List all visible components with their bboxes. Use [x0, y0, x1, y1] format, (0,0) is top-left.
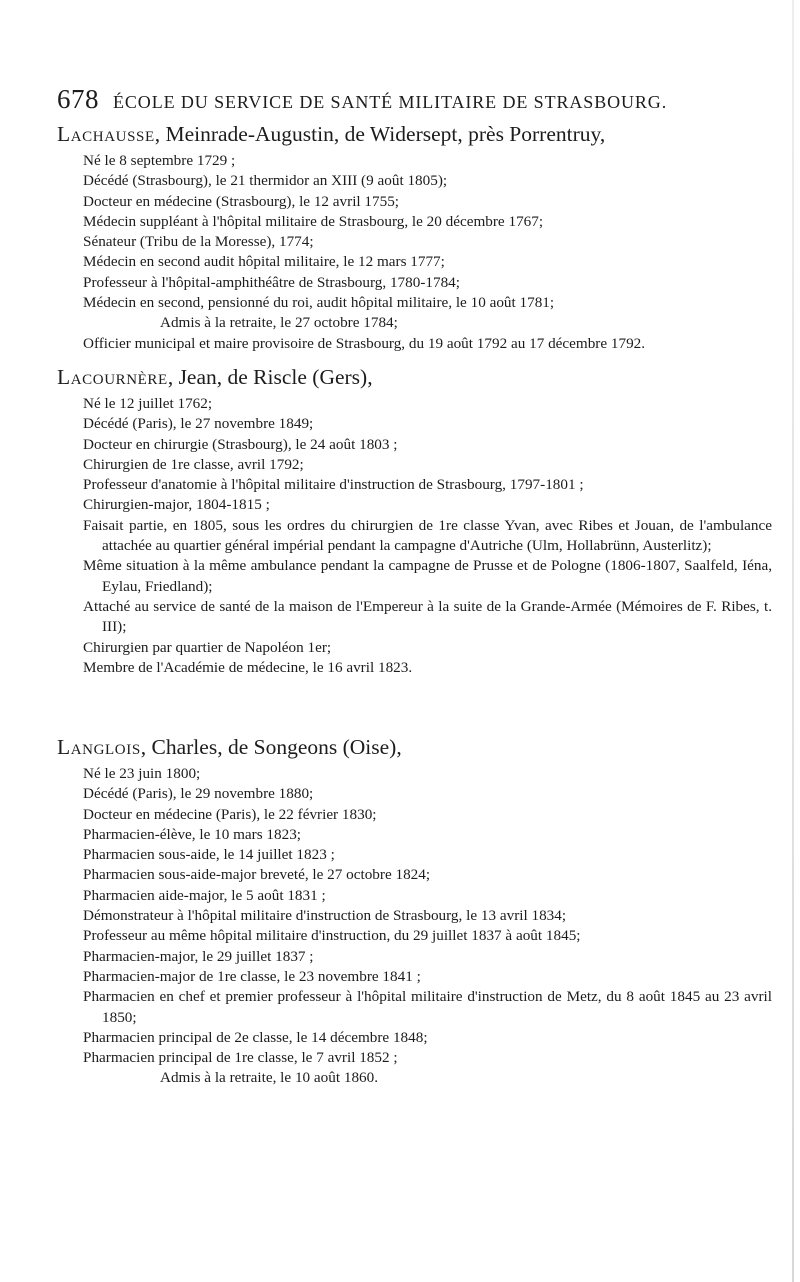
detail-line: Démonstrateur à l'hôpital militaire d'instruction de Strasbourg, le 13 avril 1834;	[83, 907, 567, 925]
page-header	[57, 84, 757, 115]
detail-line: Officier municipal et maire provisoire de Strasbourg, du 19 août 1792 au 17 décembre 1792.	[83, 334, 646, 352]
running-title: ÉCOLE DU SERVICE DE SANTÉ MILITAIRE DE STRASBOURG.	[113, 92, 668, 112]
detail-line: Décédé (Paris), le 29 novembre 1880;	[83, 785, 314, 803]
detail-line: Pharmacien sous-aide, le 14 juillet 1823 ;	[83, 846, 335, 864]
detail-line: Pharmacien-major, le 29 juillet 1837 ;	[83, 947, 314, 965]
detail-line: Né le 12 juillet 1762;	[83, 395, 213, 412]
entry-heading	[57, 733, 772, 762]
detail-line: Pharmacien aide-major, le 5 août 1831 ;	[83, 886, 326, 904]
detail-line: Pharmacien en chef et premier professeur à l'hôpital militaire d'instruction de Metz, du 8 août 1845 au 23 avril 1850;	[83, 988, 772, 1026]
detail-line: Membre de l'Académie de médecine, le 16 avril 1823.	[83, 658, 413, 676]
entry-details	[57, 764, 772, 1089]
entry-details	[57, 151, 772, 354]
entry-surname: Lachausse	[57, 122, 155, 146]
detail-line: Faisait partie, en 1805, sous les ordres du chirurgien de 1re classe Yvan, avec Ribes et Jouan, de l'ambulance attachée au quartier général impérial pendant la campagne d'Autriche (Ulm, Hollabrünn, Austerlitz);	[83, 516, 772, 555]
entry-lacournere	[57, 363, 772, 678]
detail-line: Décédé (Strasbourg), le 21 thermidor an XIII (9 août 1805);	[83, 172, 448, 190]
detail-line: Né le 8 septembre 1729 ;	[83, 152, 236, 169]
detail-line: Chirurgien de 1re classe, avril 1792;	[83, 455, 304, 473]
detail-line: Décédé (Paris), le 27 novembre 1849;	[83, 415, 314, 433]
detail-line: Né le 23 juin 1800;	[83, 765, 201, 782]
entry-details	[57, 394, 772, 678]
detail-line: Pharmacien-élève, le 10 mars 1823;	[83, 825, 302, 843]
detail-line: Médecin suppléant à l'hôpital militaire de Strasbourg, le 20 décembre 1767;	[83, 212, 544, 230]
entry-langlois	[57, 733, 772, 1089]
entry-heading-rest: , Charles, de Songeons (Oise),	[140, 735, 402, 759]
entry-lachausse	[57, 120, 772, 354]
detail-line: Admis à la retraite, le 10 août 1860.	[160, 1069, 379, 1087]
detail-line: Médecin en second audit hôpital militaire, le 12 mars 1777;	[83, 253, 445, 271]
detail-line: Même situation à la même ambulance pendant la campagne de Prusse et de Pologne (1806-1807, Saalfeld, Iéna, Eylau, Friedland);	[83, 557, 772, 595]
detail-line: Pharmacien principal de 1re classe, le 7 avril 1852 ;	[83, 1049, 398, 1067]
detail-line: Sénateur (Tribu de la Moresse), 1774;	[83, 233, 314, 251]
entry-surname: Lacournère	[57, 365, 168, 389]
detail-line: Professeur d'anatomie à l'hôpital militaire d'instruction de Strasbourg, 1797-1801 ;	[83, 476, 584, 494]
detail-line: Pharmacien principal de 2e classe, le 14 décembre 1848;	[83, 1028, 428, 1046]
entry-heading-rest: , Meinrade-Augustin, de Widersept, près Porrentruy,	[154, 122, 606, 146]
detail-line: Professeur à l'hôpital-amphithéâtre de Strasbourg, 1780-1784;	[83, 273, 460, 291]
detail-line: Pharmacien-major de 1re classe, le 23 novembre 1841 ;	[83, 967, 421, 985]
detail-line: Docteur en médecine (Paris), le 22 février 1830;	[83, 805, 377, 823]
page-number: 678	[57, 84, 99, 114]
entry-heading-rest: , Jean, de Riscle (Gers),	[167, 365, 373, 389]
entry-heading	[57, 120, 772, 149]
detail-line: Professeur au même hôpital militaire d'instruction, du 29 juillet 1837 à août 1845;	[83, 927, 581, 945]
detail-line: Chirurgien-major, 1804-1815 ;	[83, 496, 270, 514]
detail-line: Docteur en chirurgie (Strasbourg), le 24 août 1803 ;	[83, 435, 398, 453]
detail-line: Médecin en second, pensionné du roi, audit hôpital militaire, le 10 août 1781;	[83, 294, 555, 312]
entry-heading	[57, 363, 772, 392]
detail-line: Attaché au service de santé de la maison de l'Empereur à la suite de la Grande-Armée (Mémoires de F. Ribes, t. III);	[83, 597, 772, 636]
detail-line: Chirurgien par quartier de Napoléon 1er;	[83, 638, 332, 656]
detail-line: Pharmacien sous-aide-major breveté, le 27 octobre 1824;	[83, 866, 431, 884]
page-edge-shadow	[792, 0, 794, 1282]
detail-line: Admis à la retraite, le 27 octobre 1784;	[160, 314, 398, 332]
detail-line: Docteur en médecine (Strasbourg), le 12 avril 1755;	[83, 192, 400, 210]
entry-surname: Langlois	[57, 735, 141, 759]
